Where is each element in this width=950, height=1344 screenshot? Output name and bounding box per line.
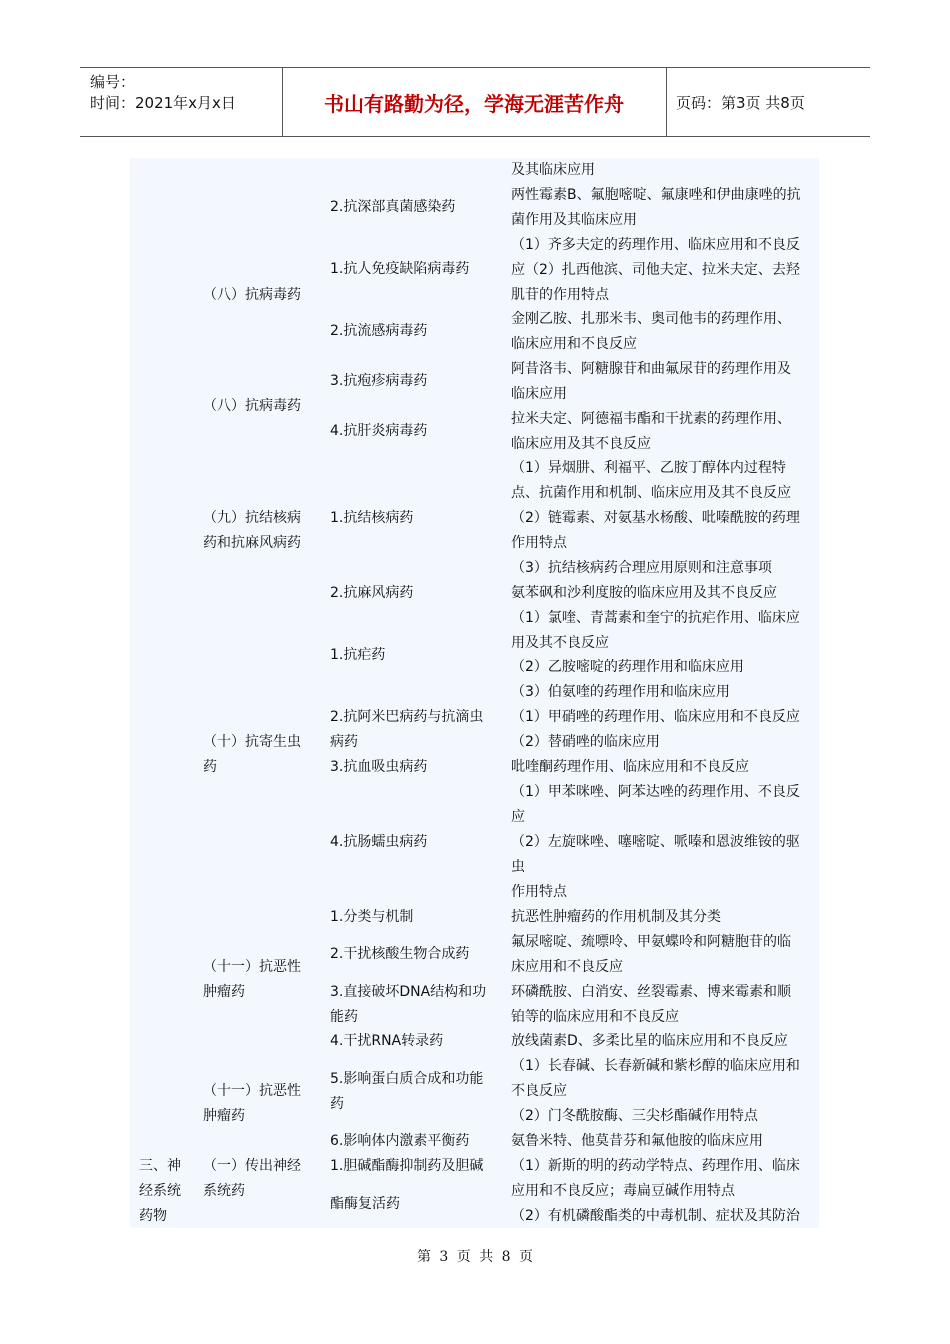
table-cell-text: （1）氯喹、青蒿素和奎宁的抗疟作用、临床应 — [511, 610, 800, 626]
table-cell-text: （八）抗病毒药 — [203, 398, 301, 414]
table-cell-text: 阿昔洛韦、阿糖腺苷和曲氟尿苷的药理作用及 — [511, 361, 791, 377]
document-date: 时间：2021年x月x日 — [90, 94, 236, 112]
table-cell-text: 临床应用及其不良反应 — [511, 436, 651, 452]
table-cell-text: 床应用和不良反应 — [511, 959, 623, 975]
table-cell-text: （1）新斯的明的药动学特点、药理作用、临床 — [511, 1158, 800, 1174]
table-cell-text: 作用特点 — [511, 535, 567, 551]
table-cell-text: 铂等的临床应用和不良反应 — [511, 1009, 679, 1025]
table-cell-text: 2.抗流感病毒药 — [330, 323, 428, 339]
table-cell-text: 应（2）扎西他滨、司他夫定、拉米夫定、去羟 — [511, 262, 800, 278]
document-number: 编号： — [90, 73, 136, 91]
header-page-number: 页码：第3页 共8页 — [676, 93, 805, 112]
table-cell-text: 不良反应 — [511, 1083, 567, 1099]
table-cell-text: 4.干扰RNA转录药 — [330, 1033, 444, 1049]
table-cell-text: 3.抗疱疹病毒药 — [330, 373, 428, 389]
table-cell-text: 吡喹酮药理作用、临床应用和不良反应 — [511, 759, 749, 775]
table-cell-text: （2）替硝唑的临床应用 — [511, 734, 660, 750]
table-cell-text: （一）传出神经 — [203, 1158, 301, 1174]
table-cell-text: 药和抗麻风病药 — [203, 535, 301, 551]
table-cell-text: 4.抗肠蠕虫病药 — [330, 834, 428, 850]
table-cell-text: （1）异烟肼、利福平、乙胺丁醇体内过程特 — [511, 460, 786, 476]
table-cell-text: 病药 — [330, 734, 358, 750]
table-cell-text: （1）甲硝唑的药理作用、临床应用和不良反应 — [511, 709, 800, 725]
table-cell-text: 虫 — [511, 859, 525, 875]
table-cell-text: 4.抗肝炎病毒药 — [330, 423, 428, 439]
table-cell-text: 肌苷的作用特点 — [511, 287, 609, 303]
table-cell-text: 酯酶复活药 — [330, 1196, 400, 1212]
table-cell-text: 5.影响蛋白质合成和功能 — [330, 1071, 484, 1087]
table-cell-text: 肿瘤药 — [203, 984, 245, 1000]
table-cell-text: 肿瘤药 — [203, 1108, 245, 1124]
table-cell-text: 1.抗疟药 — [330, 647, 386, 663]
table-cell-text: （九）抗结核病 — [203, 510, 301, 526]
table-cell-text: 1.抗人免疫缺陷病毒药 — [330, 261, 470, 277]
table-cell-text: （2）有机磷酸酯类的中毒机制、症状及其防治 — [511, 1208, 800, 1224]
table-cell-text: 1.抗结核病药 — [330, 510, 414, 526]
table-cell-text: 3.抗血吸虫病药 — [330, 759, 428, 775]
page-header — [80, 67, 870, 137]
table-cell-text: （十）抗寄生虫 — [203, 734, 301, 750]
table-cell-text: 氟尿嘧啶、巯嘌呤、甲氨蝶呤和阿糖胞苷的临 — [511, 934, 791, 950]
table-cell-text: 作用特点 — [511, 884, 567, 900]
table-cell-text: 1.分类与机制 — [330, 909, 414, 925]
table-cell-text: 用及其不良反应 — [511, 635, 609, 651]
table-cell-text: 菌作用及其临床应用 — [511, 212, 637, 228]
table-cell-text: （2）门冬酰胺酶、三尖杉酯碱作用特点 — [511, 1108, 758, 1124]
table-cell-text: 三、神 — [139, 1158, 181, 1174]
table-cell-text: 3.直接破坏DNA结构和功 — [330, 984, 487, 1000]
table-cell-text: （1）齐多夫定的药理作用、临床应用和不良反 — [511, 237, 800, 253]
table-cell-text: 放线菌素D、多柔比星的临床应用和不良反应 — [511, 1033, 788, 1049]
table-cell-text: （1）甲苯咪唑、阿苯达唑的药理作用、不良反 — [511, 784, 800, 800]
table-cell-text: 氨鲁米特、他莫昔芬和氟他胺的临床应用 — [511, 1133, 763, 1149]
table-cell-text: 经系统 — [139, 1183, 181, 1199]
table-cell-text: 抗恶性肿瘤药的作用机制及其分类 — [511, 909, 721, 925]
table-cell-text: （2）左旋咪唑、噻嘧啶、哌嗪和恩波维铵的驱 — [511, 834, 800, 850]
syllabus-table — [130, 158, 819, 1228]
table-cell-text: 应 — [511, 809, 525, 825]
table-cell-text: （1）长春碱、长春新碱和紫杉醇的临床应用和 — [511, 1058, 800, 1074]
table-cell-text: 系统药 — [203, 1183, 245, 1199]
table-cell-text: 药 — [203, 759, 217, 775]
page-footer: 第 3 页 共 8 页 — [416, 1249, 534, 1265]
table-cell-text: 临床应用和不良反应 — [511, 336, 637, 352]
table-cell-text: 6.影响体内激素平衡药 — [330, 1133, 470, 1149]
table-cell-text: （2）链霉素、对氨基水杨酸、吡嗪酰胺的药理 — [511, 510, 800, 526]
header-info — [90, 72, 236, 114]
table-cell-text: 应用和不良反应；毒扁豆碱作用特点 — [511, 1183, 735, 1199]
table-cell-text: 及其临床应用 — [511, 162, 595, 178]
table-cell-text: 金刚乙胺、扎那米韦、奥司他韦的药理作用、 — [511, 311, 791, 327]
table-cell-text: 2.抗深部真菌感染药 — [330, 199, 456, 215]
table-cell-text: 1.胆碱酯酶抑制药及胆碱 — [330, 1158, 484, 1174]
table-cell-text: 2.抗麻风病药 — [330, 585, 414, 601]
table-cell-text: 点、抗菌作用和机制、临床应用及其不良反应 — [511, 485, 791, 501]
table-cell-text: 2.抗阿米巴病药与抗滴虫 — [330, 709, 484, 725]
table-cell-text: 临床应用 — [511, 386, 567, 402]
header-motto: 书山有路勤为径，学海无涯苦作舟 — [324, 91, 624, 116]
table-cell-text: 能药 — [330, 1009, 358, 1025]
table-cell-text: 拉米夫定、阿德福韦酯和干扰素的药理作用、 — [511, 411, 791, 427]
table-cell-text: （十一）抗恶性 — [203, 1083, 301, 1099]
table-cell-text: （2）乙胺嘧啶的药理作用和临床应用 — [511, 659, 744, 675]
table-cell-text: 两性霉素B、氟胞嘧啶、氟康唑和伊曲康唑的抗 — [511, 187, 801, 203]
table-cell-text: 药物 — [139, 1208, 167, 1224]
table-cell-text: 2.干扰核酸生物合成药 — [330, 946, 470, 962]
table-cell-text: （十一）抗恶性 — [203, 959, 301, 975]
table-cell-text: （八）抗病毒药 — [203, 287, 301, 303]
table-cell-text: （3）抗结核病药合理应用原则和注意事项 — [511, 560, 772, 576]
table-cell-text: 环磷酰胺、白消安、丝裂霉素、博来霉素和顺 — [511, 984, 791, 1000]
table-cell-text: 药 — [330, 1096, 344, 1112]
table-cell-text: 氨苯砜和沙利度胺的临床应用及其不良反应 — [511, 585, 777, 601]
table-cell-text: （3）伯氨喹的药理作用和临床应用 — [511, 684, 730, 700]
